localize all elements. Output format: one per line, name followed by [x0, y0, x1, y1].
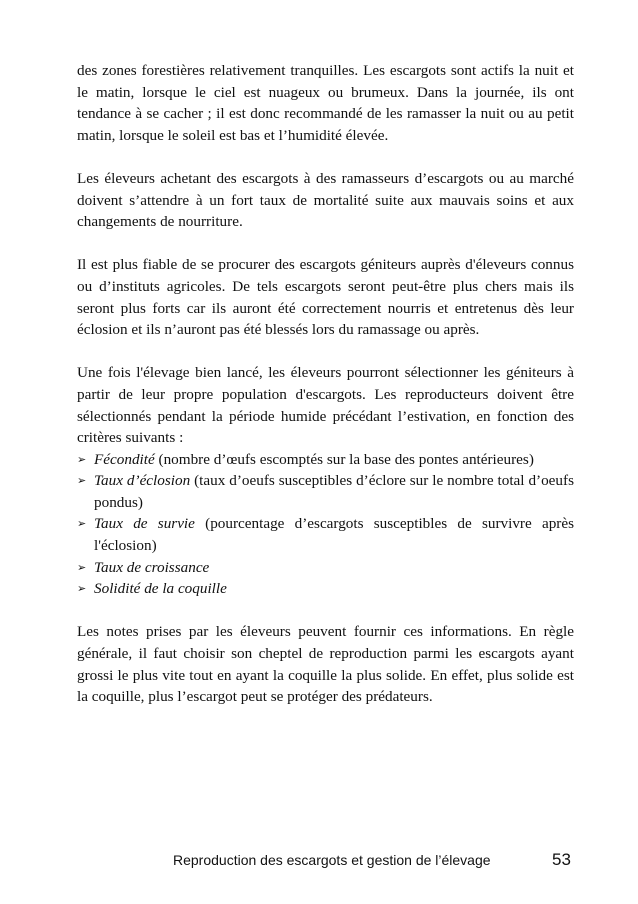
arrowhead-bullet-icon: ➢ [77, 452, 87, 466]
list-item [77, 449, 574, 471]
list-item [77, 578, 574, 600]
arrowhead-bullet-icon: ➢ [77, 582, 87, 596]
arrowhead-bullet-icon: ➢ [77, 474, 87, 488]
list-item [77, 470, 574, 513]
list-item [77, 513, 574, 556]
paragraph-1: des zones forestières relativement tranquilles. Les escargots sont actifs la nuit et le matin, lorsque le ciel est nuageux ou brumeux. Dans la journée, ils ont tendance à se cacher ; il est donc recommandé de les ramasser la nuit ou au petit matin, lorsque le soleil est bas et l’humidité élevée. [77, 62, 574, 144]
criteria-list [77, 449, 574, 600]
criterion-term: Solidité de la coquille [94, 580, 227, 598]
arrowhead-bullet-icon: ➢ [77, 560, 87, 574]
criterion-description: (nombre d’œufs escomptés sur la base des pontes antérieures) [154, 450, 534, 468]
paragraph-4: Une fois l'élevage bien lancé, les éleveurs pourront sélectionner les géniteurs à partir de leur propre population d'escargots. Les reproducteurs doivent être sélectionnés pendant la période humide précédant l’estivation, en fonction des critères suivants : [77, 364, 574, 447]
criterion-description: (taux d’oeufs susceptibles d’éclore sur le nombre total d’oeufs pondus) [94, 472, 574, 511]
criterion-term: Taux de croissance [94, 558, 210, 576]
criterion-term: Taux d’éclosion [94, 472, 191, 490]
page-body [77, 60, 574, 729]
arrowhead-bullet-icon: ➢ [77, 517, 87, 531]
paragraph-5: Les notes prises par les éleveurs peuvent fournir ces informations. En règle générale, il faut choisir son cheptel de reproduction parmi les escargots ayant grossi le plus vite tout en ayant la coquille la plus solide. En effet, plus solide est la coquille, plus l’escargot peut se protéger des prédateurs. [77, 623, 574, 706]
footer-book-title: Reproduction des escargots et gestion de l’élevage [173, 852, 491, 868]
paragraph-3: Il est plus fiable de se procurer des escargots géniteurs auprès d'éleveurs connus ou d’instituts agricoles. De tels escargots seront peut-être plus chers mais ils seront plus forts car ils auront été correctement nourris et entretenus dès leur éclosion et ils n’auront pas été blessés lors du ramassage ou après. [77, 256, 574, 339]
criterion-term: Taux de survie [94, 515, 195, 533]
criterion-description: (pourcentage d’escargots susceptibles de survivre après l'éclosion) [94, 515, 574, 555]
page-footer [0, 850, 638, 874]
list-item [77, 557, 574, 579]
paragraph-2: Les éleveurs achetant des escargots à des ramasseurs d’escargots ou au marché doivent s’attendre à un fort taux de mortalité suite aux mauvais soins et aux changements de nourriture. [77, 169, 574, 231]
page-number: 53 [552, 850, 571, 869]
criterion-term: Fécondité [94, 450, 155, 468]
